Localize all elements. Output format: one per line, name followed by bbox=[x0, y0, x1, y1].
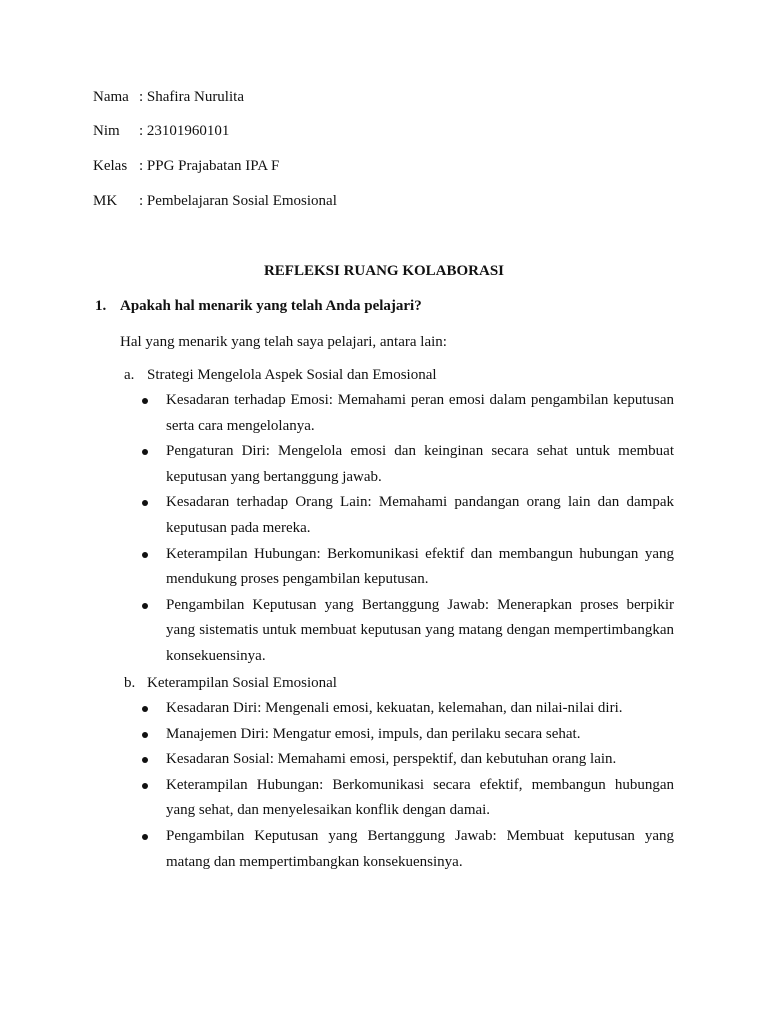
header-mk-row bbox=[93, 192, 337, 210]
section-a-heading bbox=[124, 366, 437, 384]
section-a-list bbox=[140, 388, 674, 670]
list-item bbox=[140, 773, 674, 824]
list-item-text: Manajemen Diri: Mengatur emosi, impuls, dan perilaku secara sehat. bbox=[166, 725, 581, 742]
list-item-text: Pengambilan Keputusan yang Bertanggung Jawab: Menerapkan proses berpikir yang sistematis untuk membuat keputusan yang matang dengan mempertimbangkan konsekuensinya. bbox=[166, 596, 674, 664]
nama-value: : Shafira Nurulita bbox=[139, 89, 244, 105]
list-item bbox=[140, 824, 674, 875]
bullet-icon bbox=[142, 783, 148, 789]
list-item bbox=[140, 747, 674, 773]
bullet-icon bbox=[142, 732, 148, 738]
nim-label: Nim bbox=[93, 123, 120, 139]
bullet-icon bbox=[142, 500, 148, 506]
header-kelas-row bbox=[93, 157, 279, 175]
list-item-text: Kesadaran Diri: Mengenali emosi, kekuatan, kelemahan, dan nilai-nilai diri. bbox=[166, 700, 623, 716]
list-item-text: Pengaturan Diri: Mengelola emosi dan keinginan secara sehat untuk membuat keputusan yang bertanggung jawab. bbox=[166, 443, 674, 485]
list-item bbox=[140, 722, 674, 748]
kelas-label: Kelas bbox=[93, 158, 128, 174]
mk-label: MK bbox=[93, 193, 118, 209]
nim-value: : 23101960101 bbox=[139, 123, 230, 139]
list-item-text: Kesadaran terhadap Emosi: Memahami peran emosi dalam pengambilan keputusan serta cara mengelolanya. bbox=[166, 392, 674, 434]
bullet-icon bbox=[142, 834, 148, 840]
section-b-letter: b. bbox=[124, 675, 136, 691]
section-a-title: Strategi Mengelola Aspek Sosial dan Emosional bbox=[147, 367, 437, 383]
question-1 bbox=[95, 297, 422, 315]
section-b-heading bbox=[124, 674, 337, 692]
bullet-icon bbox=[142, 552, 148, 558]
section-a-letter: a. bbox=[124, 367, 135, 383]
list-item-text: Pengambilan Keputusan yang Bertanggung Jawab: Membuat keputusan yang matang dan mempertimbangkan konsekuensinya. bbox=[166, 827, 674, 870]
answer-intro: Hal yang menarik yang telah saya pelajari, antara lain: bbox=[120, 334, 447, 350]
list-item bbox=[140, 439, 674, 490]
kelas-value: : PPG Prajabatan IPA F bbox=[139, 158, 280, 174]
bullet-icon bbox=[142, 398, 148, 404]
mk-value: : Pembelajaran Sosial Emosional bbox=[139, 193, 337, 209]
question-text: Apakah hal menarik yang telah Anda pelajari? bbox=[120, 298, 422, 314]
list-item bbox=[140, 388, 674, 439]
list-item-text: Keterampilan Hubungan: Berkomunikasi secara efektif, membangun hubungan yang sehat, dan menyelesaikan konflik dengan damai. bbox=[166, 776, 674, 819]
list-item bbox=[140, 696, 674, 722]
list-item bbox=[140, 490, 674, 541]
bullet-icon bbox=[142, 757, 148, 763]
header-nama-row bbox=[93, 88, 244, 106]
section-b-list bbox=[140, 696, 674, 875]
bullet-icon bbox=[142, 603, 148, 609]
section-b-title: Keterampilan Sosial Emosional bbox=[147, 675, 337, 691]
bullet-icon bbox=[142, 449, 148, 455]
list-item bbox=[140, 593, 674, 670]
list-item-text: Kesadaran Sosial: Memahami emosi, perspektif, dan kebutuhan orang lain. bbox=[166, 751, 617, 768]
list-item-text: Kesadaran terhadap Orang Lain: Memahami pandangan orang lain dan dampak keputusan pada mereka. bbox=[166, 494, 674, 536]
document-title: REFLEKSI RUANG KOLABORASI bbox=[263, 263, 505, 279]
bullet-icon bbox=[142, 706, 148, 712]
nama-label: Nama bbox=[93, 89, 129, 105]
header-nim-row bbox=[93, 122, 229, 140]
list-item-text: Keterampilan Hubungan: Berkomunikasi efektif dan membangun hubungan yang mendukung proses pengambilan keputusan. bbox=[166, 545, 674, 588]
list-item bbox=[140, 542, 674, 593]
question-number: 1. bbox=[95, 298, 107, 314]
